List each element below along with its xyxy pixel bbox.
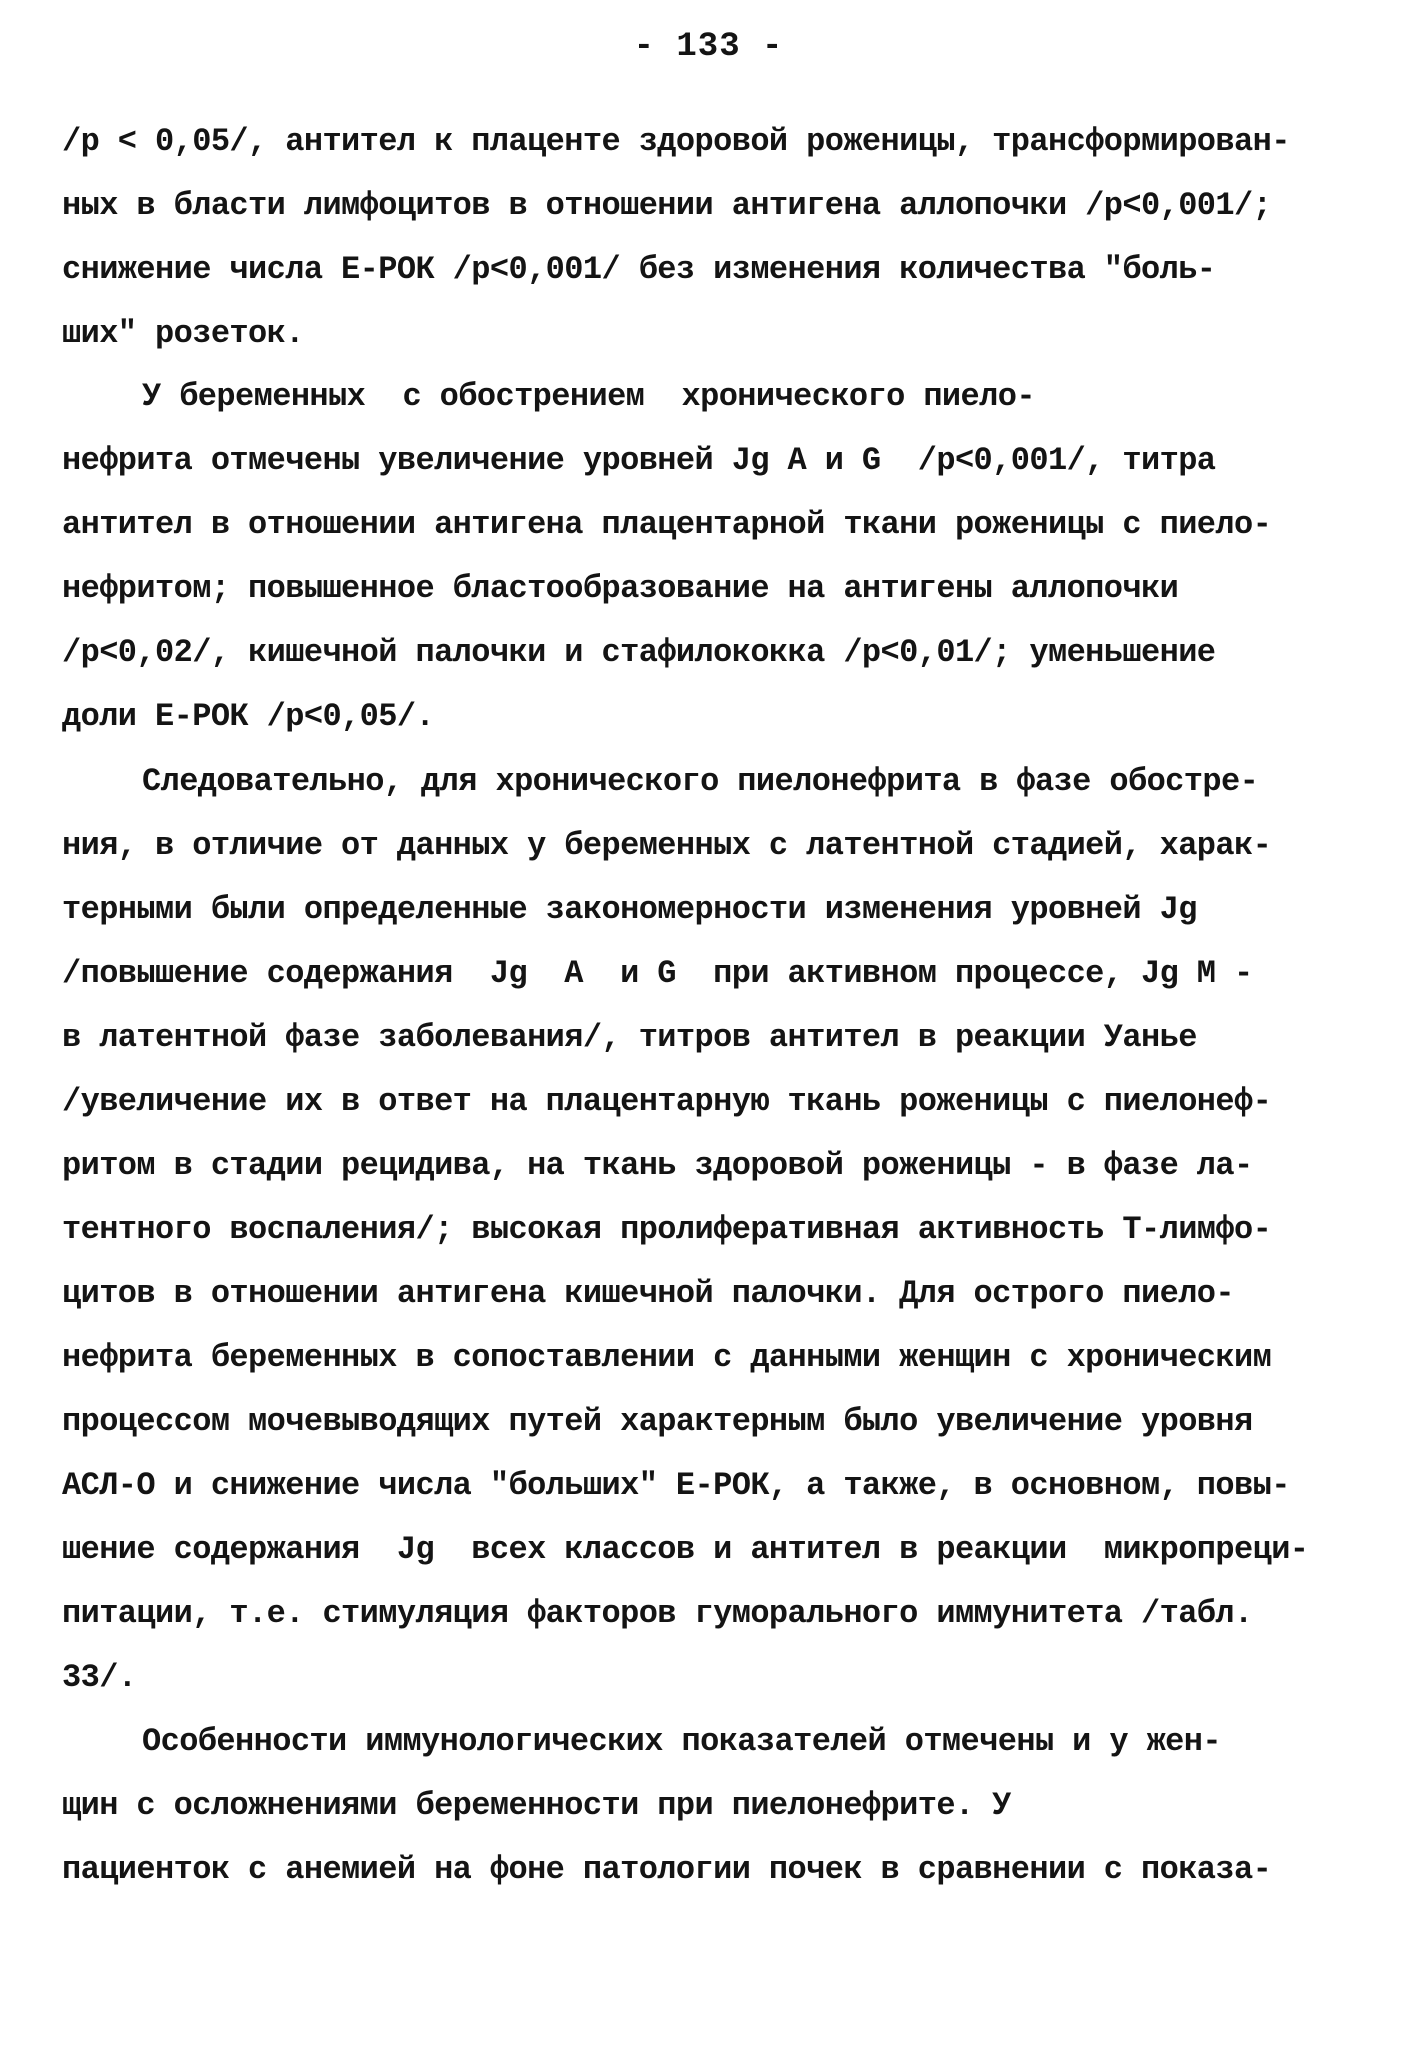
text-line: процессом мочевыводящих путей характерным было увеличение уровня — [62, 1403, 1253, 1440]
text-line: ших" розеток. — [62, 315, 304, 352]
text-line: тентного воспаления/; высокая пролиферативная активность Т-лимфо- — [62, 1211, 1272, 1248]
text-line: шение содержания Jg всех классов и антител в реакции микропреци- — [62, 1531, 1309, 1568]
text-line: цитов в отношении антигена кишечной палочки. Для острого пиело- — [62, 1275, 1234, 1312]
text-line: антител в отношении антигена плацентарной ткани роженицы с пиело- — [62, 506, 1272, 543]
text-line: ния, в отличие от данных у беременных с латентной стадией, харак- — [62, 827, 1272, 864]
text-line: ритом в стадии рецидива, на ткань здоровой роженицы - в фазе ла- — [62, 1147, 1253, 1184]
paragraph-1 — [62, 110, 1362, 366]
text-line: щин с осложнениями беременности при пиелонефрите. У — [62, 1787, 1011, 1824]
text-line: пациенток с анемией на фоне патологии почек в сравнении с показа- — [62, 1851, 1272, 1888]
text-line: снижение числа Е-РОК /p<0,001/ без изменения количества "боль- — [62, 251, 1216, 288]
text-line: ных в бласти лимфоцитов в отношении антигена аллопочки /p<0,001/; — [62, 187, 1272, 224]
text-line: питации, т.е. стимуляция факторов гуморального иммунитета /табл. — [62, 1595, 1253, 1632]
paragraph-2 — [62, 365, 1362, 749]
text-line: /увеличение их в ответ на плацентарную ткань роженицы с пиелонеф- — [62, 1083, 1272, 1120]
text-line: /p < 0,05/, антител к плаценте здоровой роженицы, трансформирован- — [62, 123, 1290, 160]
text-line: /p<0,02/, кишечной палочки и стафилококка /p<0,01/; уменьшение — [62, 634, 1216, 671]
text-line: нефрита отмечены увеличение уровней Jg A и G /p<0,001/, титра — [62, 442, 1216, 479]
text-line: 33/. — [62, 1659, 137, 1696]
text-line: /повышение содержания Jg A и G при активном процессе, Jg M - — [62, 955, 1253, 992]
text-line: терными были определенные закономерности изменения уровней Jg — [62, 891, 1197, 928]
text-line: в латентной фазе заболевания/, титров антител в реакции Уанье — [62, 1019, 1197, 1056]
page-number: - 133 - — [633, 28, 784, 66]
text-line: нефрита беременных в сопоставлении с данными женщин с хроническим — [62, 1339, 1272, 1376]
text-line: У беременных с обострением хронического пиело- — [142, 378, 1035, 415]
paragraph-3 — [62, 750, 1362, 1710]
text-line: Следовательно, для хронического пиелонефрита в фазе обостре- — [142, 763, 1259, 800]
paragraph-4 — [62, 1710, 1362, 1902]
text-line: АСЛ-О и снижение числа "больших" Е-РОК, а также, в основном, повы- — [62, 1467, 1290, 1504]
text-line: нефритом; повышенное бластообразование на антигены аллопочки — [62, 570, 1179, 607]
text-line: Особенности иммунологических показателей отмечены и у жен- — [142, 1723, 1221, 1760]
text-line: доли Е-РОК /p<0,05/. — [62, 698, 435, 735]
